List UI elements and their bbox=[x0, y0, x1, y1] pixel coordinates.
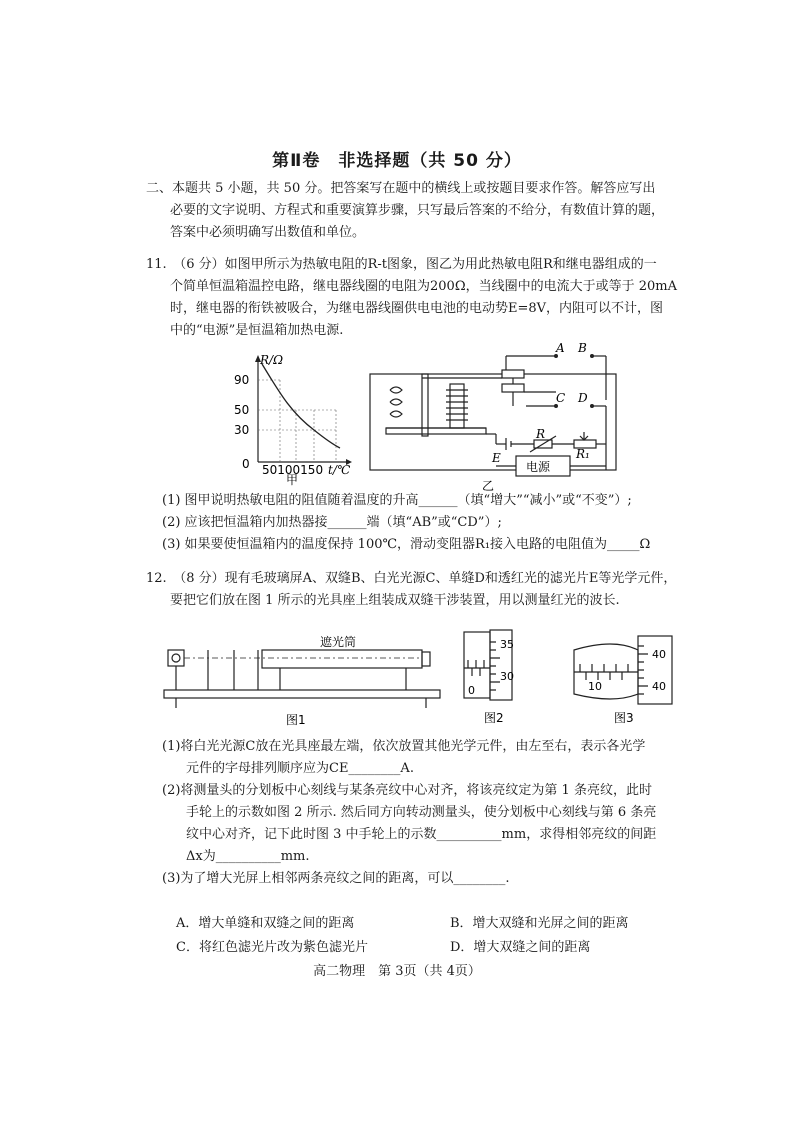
circuit-caption: 乙 bbox=[482, 479, 495, 492]
graph-ylabel: R/Ω bbox=[260, 353, 284, 367]
question-12-stem bbox=[146, 568, 676, 612]
contact-b-label: B bbox=[578, 341, 587, 355]
graph-origin: 0 bbox=[242, 457, 250, 471]
contact-a-label: A bbox=[556, 341, 565, 355]
option-d: D．增大双缝之间的距离 bbox=[450, 940, 591, 955]
question-12-number: 12. bbox=[146, 571, 167, 586]
emf-label: E bbox=[492, 451, 501, 465]
fig3-tick-40-bottom: 40 bbox=[652, 680, 666, 693]
micrometer-figure-2 bbox=[458, 628, 538, 728]
power-source-label: 电源 bbox=[526, 460, 551, 474]
page-footer: 高二物理 第 3页（共 4页） bbox=[313, 964, 481, 979]
thermistor-label: R bbox=[536, 427, 546, 441]
question-12-line-2: 要把它们放在图 1 所示的光具座上组装成双缝干涉装置，用以测量红光的波长. bbox=[170, 593, 620, 608]
instructions bbox=[146, 178, 664, 244]
graph-ytick-30: 30 bbox=[234, 423, 250, 437]
rheostat-label: R₁ bbox=[576, 447, 590, 461]
question-11-subquestions bbox=[162, 490, 650, 556]
question-12-sub-2-line-4: Δx为__________mm. bbox=[186, 849, 310, 864]
option-b: B．增大双缝和光屏之间的距离 bbox=[450, 916, 629, 931]
question-12-sub-2-line-1: (2)将测量头的分划板中心刻线与某条亮纹中心对齐，将该亮纹定为第 1 条亮纹，此时 bbox=[162, 783, 652, 798]
question-12-sub-2-line-2: 手轮上的示数如图 2 所示. 然后同方向转动测量头，使分划板中心刻线与第 6 条亮 bbox=[186, 805, 657, 820]
question-12-subquestions bbox=[162, 736, 656, 890]
micrometer-figure-3 bbox=[566, 630, 686, 730]
question-12-sub-3: (3)为了增大光屏上相邻两条亮纹之间的距离，可以________. bbox=[162, 871, 510, 886]
instructions-line-3: 答案中必须明确写出数值和单位。 bbox=[170, 225, 366, 240]
figure-2-caption: 图2 bbox=[484, 711, 504, 725]
question-11-line-1: （6 分）如图甲所示为热敏电阻的R-t图象，图乙为用此热敏电阻R和继电器组成的一 bbox=[179, 257, 657, 272]
section-title: 第Ⅱ卷 非选择题（共 50 分） bbox=[272, 151, 522, 171]
fig3-tick-40-top: 40 bbox=[652, 648, 666, 661]
question-11-sub-3: (3) 如果要使恒温箱内的温度保持 100℃，滑动变阻器R₁接入电路的电阻值为_____Ω bbox=[162, 537, 651, 552]
optical-bench-figure bbox=[160, 630, 446, 730]
graph-xlabel: t/℃ bbox=[328, 463, 351, 477]
question-11-sub-1: (1) 图甲说明热敏电阻的阻值随着温度的升高______（填“增大”“减小”或“不变”）; bbox=[162, 493, 632, 508]
option-c: C．将红色滤光片改为紫色滤光片 bbox=[176, 940, 368, 955]
question-11-line-4: 中的“电源”是恒温箱加热电源. bbox=[170, 323, 344, 338]
graph-caption: 甲 bbox=[286, 473, 299, 486]
graph-ytick-50: 50 bbox=[234, 403, 250, 417]
fig2-tick-35: 35 bbox=[500, 638, 514, 651]
instructions-line-1: 二、本题共 5 小题，共 50 分。把答案写在题中的横线上或按题目要求作答。解答应写出 bbox=[146, 181, 656, 196]
contact-d-label: D bbox=[578, 391, 588, 405]
question-12-sub-1-line-1: (1)将白光光源C放在光具座最左端，依次放置其他光学元件，由左至右，表示各光学 bbox=[162, 739, 646, 754]
question-12-line-1: （8 分）现有毛玻璃屏A、双缝B、白光光源C、单缝D和透红光的滤光片E等光学元件， bbox=[179, 571, 677, 586]
question-11-line-3: 时，继电器的衔铁被吸合，为继电器线圈供电电池的电动势E=8V，内阻可以不计，图 bbox=[170, 301, 664, 316]
relay-circuit bbox=[366, 340, 626, 492]
rt-graph bbox=[228, 350, 358, 486]
fig3-ten: 10 bbox=[588, 680, 602, 693]
fig2-zero: 0 bbox=[468, 684, 475, 697]
figure-3-caption: 图3 bbox=[614, 711, 634, 725]
fig2-tick-30: 30 bbox=[500, 670, 514, 683]
instructions-line-2: 必要的文字说明、方程式和重要演算步骤，只写最后答案的不给分，有数值计算的题， bbox=[170, 203, 665, 218]
contact-c-label: C bbox=[556, 391, 566, 405]
light-tube-label: 遮光筒 bbox=[320, 635, 357, 649]
question-12-sub-1-line-2: 元件的字母排列顺序应为CE________A. bbox=[186, 761, 414, 776]
question-11-line-2: 个简单恒温箱温控电路，继电器线圈的电阻为200Ω，当线圈中的电流大于或等于 20mA bbox=[170, 279, 677, 294]
question-11-number: 11. bbox=[146, 257, 167, 272]
option-a: A．增大单缝和双缝之间的距离 bbox=[176, 916, 355, 931]
question-12-sub-2-line-3: 纹中心对齐，记下此时图 3 中手轮上的示数__________mm，求得相邻亮纹的间距 bbox=[186, 827, 657, 842]
graph-xticks: 50100150 bbox=[262, 463, 324, 477]
figure-1-caption: 图1 bbox=[286, 713, 306, 727]
graph-ytick-90: 90 bbox=[234, 373, 250, 387]
question-11-sub-2: (2) 应该把恒温箱内加热器接______端（填“AB”或“CD”）; bbox=[162, 515, 502, 530]
question-11-stem bbox=[146, 254, 677, 342]
